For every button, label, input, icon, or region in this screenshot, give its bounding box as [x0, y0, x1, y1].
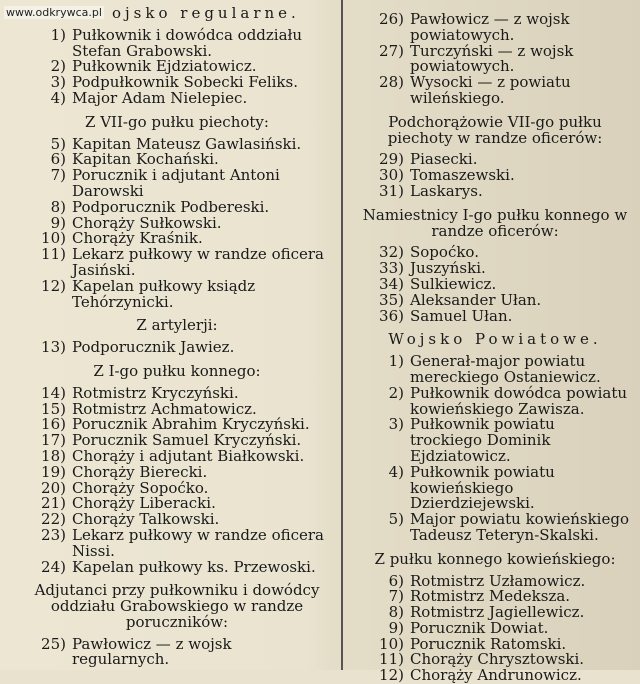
item-text: Pawłowicz — z wojsk regularnych. — [72, 637, 332, 669]
item-text: Porucznik Dowiat. — [410, 621, 630, 637]
item-number: 32) — [360, 245, 410, 261]
list-item — [22, 340, 332, 356]
item-text: Chorąży Talkowski. — [72, 512, 332, 528]
item-number: 6) — [360, 574, 410, 590]
item-text: Aleksander Ułan. — [410, 293, 630, 309]
section-heading: Z I-go pułku konnego: — [22, 364, 332, 380]
item-number: 4) — [22, 91, 72, 107]
item-text: Rotmistrz Uzłamowicz. — [410, 574, 630, 590]
item-number: 11) — [360, 652, 410, 668]
item-number: 36) — [360, 309, 410, 325]
item-text: Porucznik i adjutant Antoni Darowski — [72, 168, 332, 200]
item-text: Chorąży Bierecki. — [72, 465, 332, 481]
item-number: 20) — [22, 481, 72, 497]
list-group — [22, 637, 332, 669]
list-group — [360, 574, 630, 684]
list-item — [360, 354, 630, 386]
item-text: Chorąży Sopoćko. — [72, 481, 332, 497]
item-number: 8) — [22, 200, 72, 216]
item-number: 24) — [22, 560, 72, 576]
item-text: Pułkownik i dowódca oddziału Stefan Grabowski. — [72, 28, 332, 60]
item-text: Tomaszewski. — [410, 168, 630, 184]
list-item — [22, 91, 332, 107]
list-item — [360, 44, 630, 76]
item-number: 12) — [360, 668, 410, 684]
item-text: Chorąży Liberacki. — [72, 496, 332, 512]
item-text: Porucznik Samuel Kryczyński. — [72, 433, 332, 449]
item-text: Porucznik Abrahim Kryczyński. — [72, 417, 332, 433]
item-number: 27) — [360, 44, 410, 76]
item-text: Chorąży Sułkowski. — [72, 216, 332, 232]
item-text: Piasecki. — [410, 152, 630, 168]
item-number: 22) — [22, 512, 72, 528]
item-text: Samuel Ułan. — [410, 309, 630, 325]
list-item — [360, 12, 630, 44]
list-group — [22, 28, 332, 107]
item-number: 2) — [22, 59, 72, 75]
item-text: Chorąży Kraśnik. — [72, 231, 332, 247]
list-item — [360, 465, 630, 512]
item-text: Sopoćko. — [410, 245, 630, 261]
item-number: 3) — [22, 75, 72, 91]
list-item — [22, 168, 332, 200]
item-number: 2) — [360, 386, 410, 418]
list-group — [360, 12, 630, 107]
list-item — [22, 28, 332, 60]
item-number: 5) — [22, 137, 72, 153]
item-number: 35) — [360, 293, 410, 309]
list-group — [22, 340, 332, 356]
watermark: www.odkrywca.pl — [4, 6, 104, 19]
item-text: Generał-major powiatu mereckiego Ostaniewicz. — [410, 354, 630, 386]
item-number: 14) — [22, 386, 72, 402]
item-number: 25) — [22, 637, 72, 669]
list-group — [22, 386, 332, 576]
item-number: 18) — [22, 449, 72, 465]
item-number: 10) — [22, 231, 72, 247]
item-text: Rotmistrz Achmatowicz. — [72, 402, 332, 418]
item-text: Pułkownik powiatu trockiego Dominik Ejdziatowicz. — [410, 417, 630, 464]
list-item — [22, 247, 332, 279]
item-text: Podporucznik Podbereski. — [72, 200, 332, 216]
item-number: 26) — [360, 12, 410, 44]
item-text: Major powiatu kowieńskiego Tadeusz Teteryn-Skalski. — [410, 512, 630, 544]
left-column — [22, 0, 332, 668]
item-number: 31) — [360, 184, 410, 200]
item-text: Chorąży i adjutant Białkowski. — [72, 449, 332, 465]
item-number: 15) — [22, 402, 72, 418]
list-group — [360, 152, 630, 199]
section-heading: Namiestnicy I-go pułku konnego w randze oficerów: — [360, 208, 630, 240]
item-text: Pułkownik dowódca powiatu kowieńskiego Zawisza. — [410, 386, 630, 418]
item-text: Rotmistrz Medeksza. — [410, 589, 630, 605]
item-text: Turczyński — z wojsk powiatowych. — [410, 44, 630, 76]
item-number: 12) — [22, 279, 72, 311]
item-text: Chorąży Andrunowicz. — [410, 668, 630, 684]
item-text: Rotmistrz Kryczyński. — [72, 386, 332, 402]
list-item — [22, 279, 332, 311]
item-text: Laskarys. — [410, 184, 630, 200]
list-group — [360, 245, 630, 324]
item-number: 6) — [22, 152, 72, 168]
item-number: 16) — [22, 417, 72, 433]
list-item — [22, 637, 332, 669]
list-item — [360, 386, 630, 418]
item-text: Pułkownik Ejdziatowicz. — [72, 59, 332, 75]
item-text: Juszyński. — [410, 261, 630, 277]
item-number: 11) — [22, 247, 72, 279]
item-text: Pawłowicz — z wojsk powiatowych. — [410, 12, 630, 44]
item-number: 7) — [360, 589, 410, 605]
item-number: 9) — [360, 621, 410, 637]
item-number: 30) — [360, 168, 410, 184]
item-text: Pułkownik powiatu kowieńskiego Dzierdziejewski. — [410, 465, 630, 512]
item-text: Kapitan Mateusz Gawlasiński. — [72, 137, 332, 153]
item-text: Rotmistrz Jagiellewicz. — [410, 605, 630, 621]
item-number: 1) — [360, 354, 410, 386]
list-item — [360, 309, 630, 325]
item-text: Kapitan Kochański. — [72, 152, 332, 168]
item-number: 9) — [22, 216, 72, 232]
item-number: 3) — [360, 417, 410, 464]
item-number: 7) — [22, 168, 72, 200]
list-item — [22, 560, 332, 576]
item-number: 23) — [22, 528, 72, 560]
item-number: 34) — [360, 277, 410, 293]
right-column — [360, 0, 630, 684]
list-group — [360, 354, 630, 544]
list-item — [360, 668, 630, 684]
section-heading: Wojsko Powiatowe. — [360, 332, 630, 348]
item-text: Lekarz pułkowy w randze oficera Jasiński. — [72, 247, 332, 279]
item-number: 10) — [360, 637, 410, 653]
item-text: Porucznik Ratomski. — [410, 637, 630, 653]
item-text: Major Adam Nielepiec. — [72, 91, 332, 107]
item-number: 4) — [360, 465, 410, 512]
section-title: ojsko regularne. — [22, 6, 332, 22]
item-number: 5) — [360, 512, 410, 544]
item-number: 19) — [22, 465, 72, 481]
list-item — [360, 417, 630, 464]
item-number: 28) — [360, 75, 410, 107]
list-item — [360, 184, 630, 200]
item-number: 29) — [360, 152, 410, 168]
section-heading: Z pułku konnego kowieńskiego: — [360, 552, 630, 568]
list-item — [360, 75, 630, 107]
section-heading: Podchorążowie VII-go pułku piechoty w randze oficerów: — [360, 115, 630, 147]
item-text: Kapelan pułkowy ks. Przewoski. — [72, 560, 332, 576]
item-text: Wysocki — z powiatu wileńskiego. — [410, 75, 630, 107]
item-text: Podporucznik Jawiez. — [72, 340, 332, 356]
list-item — [22, 528, 332, 560]
item-number: 17) — [22, 433, 72, 449]
item-number: 13) — [22, 340, 72, 356]
item-text: Podpułkownik Sobecki Feliks. — [72, 75, 332, 91]
item-number: 8) — [360, 605, 410, 621]
item-number: 1) — [22, 28, 72, 60]
item-text: Kapelan pułkowy ksiądz Tehórzynicki. — [72, 279, 332, 311]
item-text: Chorąży Chrysztowski. — [410, 652, 630, 668]
item-number: 33) — [360, 261, 410, 277]
list-item — [360, 512, 630, 544]
column-divider — [341, 0, 343, 670]
list-group — [22, 137, 332, 311]
item-text: Sulkiewicz. — [410, 277, 630, 293]
section-heading: Z artylerji: — [22, 318, 332, 334]
section-heading: Adjutanci przy pułkowniku i dowódcy oddziału Grabowskiego w randze poruczników: — [22, 583, 332, 630]
item-text: Lekarz pułkowy w randze oficera Nissi. — [72, 528, 332, 560]
section-heading: Z VII-go pułku piechoty: — [22, 115, 332, 131]
item-number: 21) — [22, 496, 72, 512]
